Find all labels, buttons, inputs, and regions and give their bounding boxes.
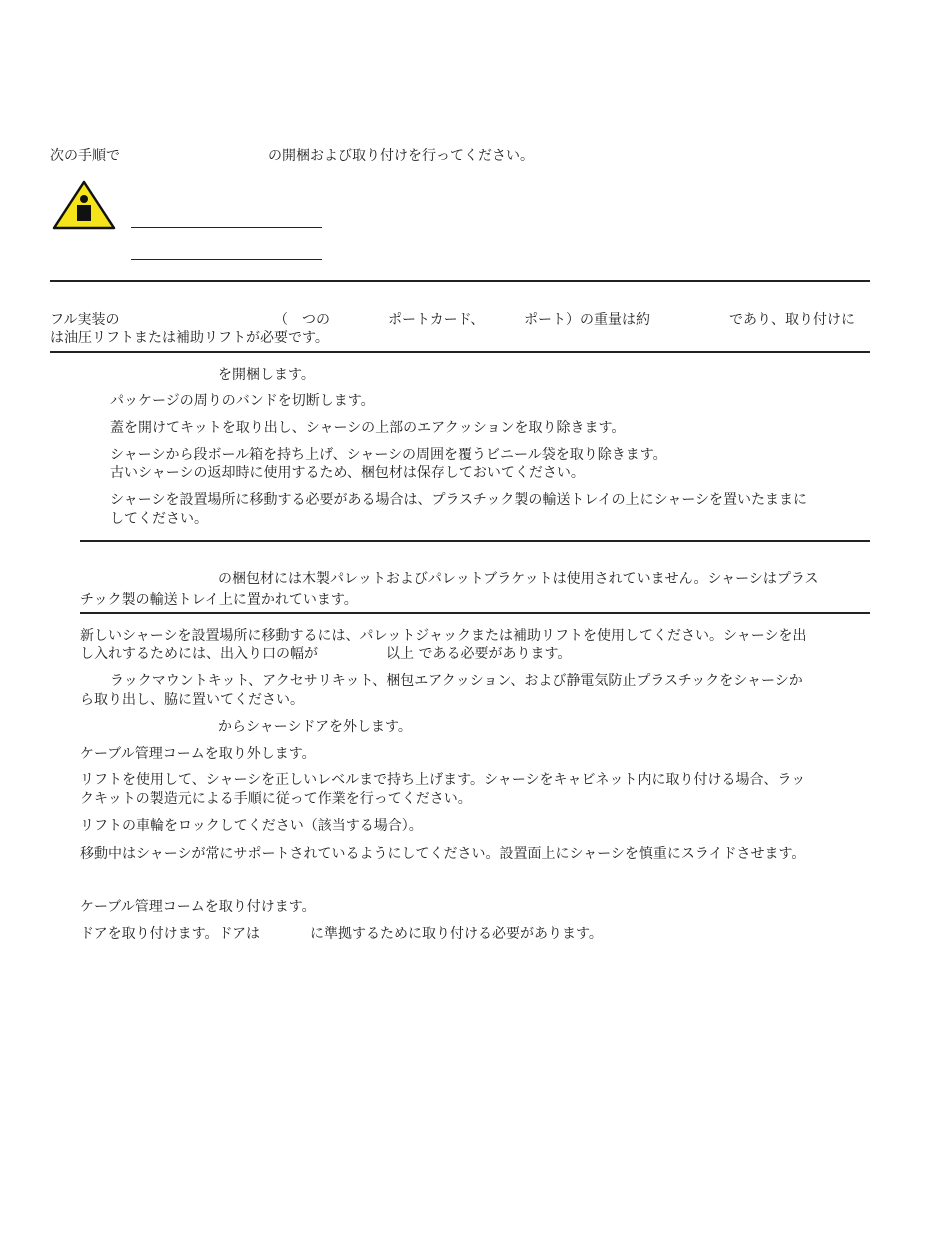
install-p2-line1: ラックマウントキット、アクセサリキット、梱包エアクッション、および静電気防止プラスチックをシャーシか (110, 673, 803, 689)
install-p4: ケーブル管理コームを取り外します。 (80, 746, 316, 762)
unpack-heading: を開梱します。 (218, 367, 315, 383)
warning-label-line-1 (131, 227, 322, 228)
install-p9-part2: に準拠するために取り付ける必要があります。 (310, 926, 603, 942)
warning-top-rule (50, 280, 870, 282)
install-p1-line2-part1: し入れするためには、出入り口の幅が (80, 646, 318, 662)
install-p5-line2: クキットの製造元による手順に従って作業を行ってください。 (80, 791, 472, 807)
unpack-step-2: 蓋を開けてキットを取り出し、シャーシの上部のエアクッションを取り除きます。 (110, 420, 626, 436)
warning-text-part5: であり、取り付けに (729, 312, 855, 328)
install-p6: リフトの車輪をロックしてください（該当する場合）。 (80, 818, 423, 834)
install-p9-part1: ドアを取り付けます。ドアは (80, 926, 261, 942)
install-p7: 移動中はシャーシが常にサポートされているようにしてください。設置面上にシャーシを慎重にスライドさせます。 (80, 846, 806, 862)
note-bottom-rule (80, 612, 870, 614)
warning-text-part1: フル実装の (50, 312, 120, 328)
warning-bottom-rule (50, 351, 870, 353)
warning-text-line2: は油圧リフトまたは補助リフトが必要です。 (50, 330, 329, 346)
unpack-step-3-line1: シャーシから段ボール箱を持ち上げ、シャーシの周囲を覆うビニール袋を取り除きます。 (110, 447, 667, 463)
unpack-step-3-line2: 古いシャーシの返却時に使用するため、梱包材は保存しておいてください。 (110, 465, 585, 481)
install-p3: からシャーシドアを外します。 (218, 719, 412, 735)
install-p5-line1: リフトを使用して、シャーシを正しいレベルまで持ち上げます。シャーシをキャビネット内に取り付ける場合、ラッ (80, 772, 806, 788)
intro-text-part2: の開梱および取り付けを行ってください。 (268, 148, 534, 164)
install-p1-line2-part2: 以上 である必要があります。 (386, 646, 572, 662)
warning-text-part2: （ つの (274, 312, 330, 328)
unpack-step-4-line1: シャーシを設置場所に移動する必要がある場合は、プラスチック製の輸送トレイの上にシャーシを置いたままに (110, 492, 808, 508)
unpack-step-1: パッケージの周りのバンドを切断します。 (110, 393, 375, 409)
warning-text-part3: ポートカード、 (388, 312, 485, 328)
install-p8: ケーブル管理コームを取り付けます。 (80, 899, 316, 915)
intro-text-part1: 次の手順で (50, 148, 120, 164)
warning-label-line-2 (131, 259, 322, 260)
note-text-line1: の梱包材には木製パレットおよびパレットブラケットは使用されていません。シャーシはプラス (218, 571, 819, 587)
install-p1-line1: 新しいシャーシを設置場所に移動するには、パレットジャックまたは補助リフトを使用してください。シャーシを出 (80, 628, 807, 644)
unpack-step-4-line2: してください。 (110, 511, 208, 527)
warning-text-part4: ポート）の重量は約 (524, 312, 650, 328)
heavy-weight-warning-icon (52, 180, 116, 232)
note-text-line2: チック製の輸送トレイ上に置かれています。 (80, 592, 358, 608)
install-p2-line2: ら取り出し、脇に置いてください。 (80, 692, 304, 708)
note-top-rule (80, 540, 870, 542)
